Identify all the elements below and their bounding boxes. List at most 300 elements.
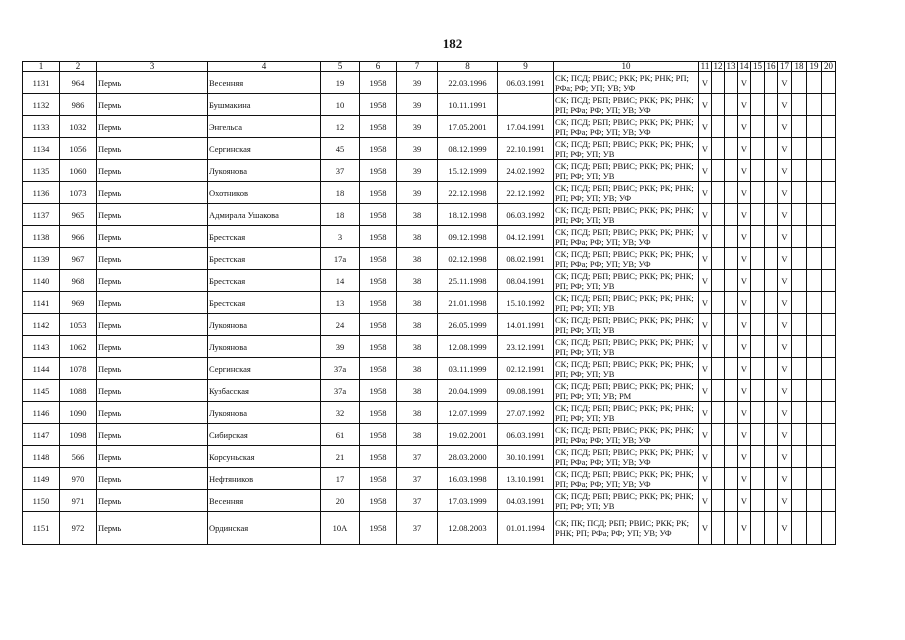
check-cell [807,94,822,116]
check-cell [712,226,725,248]
row-number: 1147 [23,424,60,446]
percent-cell: 38 [397,226,438,248]
percent-cell: 39 [397,116,438,138]
check-cell: V [778,424,792,446]
row-number: 1142 [23,314,60,336]
date-cell: 13.10.1991 [498,468,554,490]
check-cell [751,182,765,204]
date-cell: 22.12.1998 [438,182,498,204]
row-number: 1137 [23,204,60,226]
check-cell [822,138,836,160]
table-row [23,270,836,292]
check-cell [751,292,765,314]
row-number: 1151 [23,512,60,545]
date-cell: 26.05.1999 [438,314,498,336]
check-cell [822,182,836,204]
date-cell: 24.02.1992 [498,160,554,182]
check-cell [751,314,765,336]
check-cell [712,490,725,512]
column-header: 2 [60,62,97,72]
check-cell: V [778,72,792,94]
check-cell [712,358,725,380]
column-header: 6 [360,62,397,72]
check-cell: V [699,402,712,424]
date-cell: 10.11.1991 [438,94,498,116]
date-cell: 15.10.1992 [498,292,554,314]
check-cell [725,402,738,424]
check-cell [751,248,765,270]
year-cell: 1958 [360,248,397,270]
date-cell: 08.02.1991 [498,248,554,270]
city-cell: Пермь [97,138,208,160]
table-row [23,182,836,204]
column-header: 12 [713,61,723,71]
check-cell [751,402,765,424]
year-cell: 1958 [360,160,397,182]
check-cell: V [738,490,751,512]
date-cell: 19.02.2001 [438,424,498,446]
check-cell: V [738,270,751,292]
street-cell: Весенняя [208,72,321,94]
check-cell [807,116,822,138]
check-cell: V [699,116,712,138]
defects-cell: СК; ПСД; РБП; РВИС; РКК; РК; РНК; РП; РФ; УП; УВ; УФ [554,182,699,204]
check-cell: V [738,292,751,314]
year-cell: 1958 [360,314,397,336]
table-row [23,336,836,358]
row-number: 1132 [23,94,60,116]
record-id: 966 [60,226,97,248]
check-cell [792,380,807,402]
check-cell [822,248,836,270]
check-cell: V [699,336,712,358]
check-cell [751,226,765,248]
street-cell: Корсуньская [208,446,321,468]
house-cell: 14 [321,270,360,292]
table-row [23,160,836,182]
date-cell: 06.03.1991 [498,424,554,446]
defects-cell: СК; ПСД; РБП; РВИС; РКК; РК; РНК; РП; РФ; УП; УВ [554,292,699,314]
check-cell: V [778,160,792,182]
table-row [23,358,836,380]
city-cell: Пермь [97,226,208,248]
check-cell [712,292,725,314]
check-cell [765,512,778,545]
check-cell: V [778,94,792,116]
row-number: 1148 [23,446,60,468]
date-cell: 17.05.2001 [438,116,498,138]
check-cell [712,182,725,204]
check-cell [792,94,807,116]
check-cell [807,468,822,490]
check-cell [792,402,807,424]
record-id: 964 [60,72,97,94]
check-cell [725,468,738,490]
city-cell: Пермь [97,204,208,226]
check-cell [792,248,807,270]
check-cell: V [778,270,792,292]
check-cell [725,446,738,468]
city-cell: Пермь [97,358,208,380]
check-cell [725,380,738,402]
check-cell [751,490,765,512]
year-cell: 1958 [360,468,397,490]
row-number: 1134 [23,138,60,160]
check-cell: V [738,116,751,138]
check-cell: V [778,138,792,160]
column-header: 16 [766,61,776,71]
city-cell: Пермь [97,270,208,292]
check-cell [765,160,778,182]
table-row [23,468,836,490]
year-cell: 1958 [360,380,397,402]
check-cell [725,138,738,160]
defects-cell: СК; ПСД; РБП; РВИС; РКК; РК; РНК; РП; РФ; УП; УВ [554,314,699,336]
column-header: 7 [397,62,438,72]
check-cell [807,182,822,204]
table-row [23,204,836,226]
house-cell: 19 [321,72,360,94]
defects-cell: СК; ПСД; РБП; РВИС; РКК; РК; РНК; РП; РФа; РФ; УП; УВ; УФ [554,226,699,248]
street-cell: Лукоянова [208,336,321,358]
check-cell [712,336,725,358]
check-cell [751,336,765,358]
house-cell: 10А [321,512,360,545]
check-cell [807,226,822,248]
table-row [23,116,836,138]
check-cell [792,446,807,468]
check-cell [765,72,778,94]
check-cell: V [699,512,712,545]
house-cell: 24 [321,314,360,336]
check-cell: V [699,160,712,182]
year-cell: 1958 [360,72,397,94]
year-cell: 1958 [360,424,397,446]
column-header: 9 [498,62,554,72]
check-cell: V [778,204,792,226]
column-header: 13 [726,61,736,71]
check-cell [712,248,725,270]
house-cell: 39 [321,336,360,358]
check-cell: V [738,380,751,402]
check-cell: V [738,468,751,490]
date-cell: 02.12.1991 [498,358,554,380]
year-cell: 1958 [360,402,397,424]
street-cell: Сибирская [208,424,321,446]
check-cell [792,270,807,292]
check-cell: V [738,512,751,545]
check-cell: V [738,358,751,380]
table-row [23,292,836,314]
check-cell [765,116,778,138]
check-cell [807,380,822,402]
check-cell: V [699,358,712,380]
record-id: 566 [60,446,97,468]
city-cell: Пермь [97,72,208,94]
check-cell: V [738,248,751,270]
check-cell: V [699,380,712,402]
defects-cell: СК; ПСД; РБП; РВИС; РКК; РК; РНК; РП; РФ; УП; УВ [554,402,699,424]
table-row [23,512,836,545]
city-cell: Пермь [97,160,208,182]
street-cell: Лукоянова [208,314,321,336]
check-cell: V [699,424,712,446]
record-id: 970 [60,468,97,490]
check-cell [751,270,765,292]
row-number: 1150 [23,490,60,512]
check-cell: V [699,182,712,204]
check-cell [807,204,822,226]
check-cell [765,204,778,226]
defects-cell: СК; ПСД; РБП; РВИС; РКК; РК; РНК; РП; РФ; УП; УВ [554,490,699,512]
year-cell: 1958 [360,358,397,380]
date-cell: 04.03.1991 [498,490,554,512]
house-cell: 17а [321,248,360,270]
defects-cell: СК; ПСД; РБП; РВИС; РКК; РК; РНК; РП; РФ; УП; УВ [554,138,699,160]
row-number: 1140 [23,270,60,292]
check-cell [807,270,822,292]
check-cell [725,336,738,358]
check-cell [792,72,807,94]
defects-cell: СК; ПК; ПСД; РБП; РВИС; РКК; РК; РНК; РП; РФа; РФ; УП; УВ; УФ [554,512,699,545]
check-cell [807,160,822,182]
date-cell: 21.01.1998 [438,292,498,314]
check-cell: V [738,336,751,358]
check-cell: V [699,204,712,226]
city-cell: Пермь [97,512,208,545]
date-cell: 12.07.1999 [438,402,498,424]
check-cell: V [778,446,792,468]
check-cell [725,182,738,204]
check-cell [751,446,765,468]
check-cell [822,424,836,446]
column-header: 8 [438,62,498,72]
street-cell: Лукоянова [208,160,321,182]
check-cell [792,182,807,204]
date-cell: 06.03.1992 [498,204,554,226]
check-cell [807,490,822,512]
check-cell [712,138,725,160]
check-cell [765,138,778,160]
date-cell: 17.03.1999 [438,490,498,512]
defects-cell: СК; ПСД; РБП; РВИС; РКК; РК; РНК; РП; РФ; УП; УВ [554,204,699,226]
check-cell [807,336,822,358]
percent-cell: 38 [397,336,438,358]
check-cell [822,292,836,314]
row-number: 1135 [23,160,60,182]
table-row [23,380,836,402]
record-id: 1090 [60,402,97,424]
check-cell [822,72,836,94]
check-cell [822,226,836,248]
street-cell: Брестская [208,226,321,248]
check-cell [822,512,836,545]
header-row [23,62,836,72]
city-cell: Пермь [97,336,208,358]
check-cell [765,270,778,292]
check-cell [751,160,765,182]
row-number: 1145 [23,380,60,402]
check-cell [792,314,807,336]
city-cell: Пермь [97,380,208,402]
check-cell [807,358,822,380]
check-cell [792,116,807,138]
percent-cell: 39 [397,72,438,94]
check-cell [725,160,738,182]
table-row [23,490,836,512]
check-cell: V [778,380,792,402]
check-cell: V [699,468,712,490]
house-cell: 17 [321,468,360,490]
defects-cell: СК; ПСД; РБП; РВИС; РКК; РК; РНК; РП; РФ; УП; УВ; РМ [554,380,699,402]
record-id: 1073 [60,182,97,204]
check-cell: V [699,314,712,336]
check-cell: V [699,94,712,116]
percent-cell: 39 [397,182,438,204]
check-cell [822,116,836,138]
year-cell: 1958 [360,336,397,358]
check-cell: V [778,182,792,204]
check-cell [765,314,778,336]
street-cell: Нефтяников [208,468,321,490]
check-cell: V [778,358,792,380]
house-cell: 18 [321,204,360,226]
defects-cell: СК; ПСД; РБП; РВИС; РКК; РК; РНК; РП; РФа; РФ; УП; УВ; УФ [554,424,699,446]
check-cell [725,424,738,446]
date-cell: 28.03.2000 [438,446,498,468]
check-cell: V [778,314,792,336]
check-cell [712,380,725,402]
check-cell [822,204,836,226]
check-cell [822,490,836,512]
percent-cell: 39 [397,160,438,182]
check-cell [751,358,765,380]
defects-cell: СК; ПСД; РБП; РВИС; РКК; РК; РНК; РП; РФа; РФ; УП; УВ; УФ [554,94,699,116]
date-cell: 17.04.1991 [498,116,554,138]
year-cell: 1958 [360,94,397,116]
year-cell: 1958 [360,292,397,314]
check-cell [822,380,836,402]
street-cell: Ординская [208,512,321,545]
column-header: 17 [778,62,792,72]
check-cell [725,72,738,94]
check-cell [792,204,807,226]
city-cell: Пермь [97,248,208,270]
check-cell [751,380,765,402]
check-cell [822,446,836,468]
check-cell [765,94,778,116]
city-cell: Пермь [97,292,208,314]
record-id: 968 [60,270,97,292]
record-id: 1098 [60,424,97,446]
street-cell: Сергинская [208,138,321,160]
column-header: 14 [739,61,749,71]
check-cell: V [699,490,712,512]
percent-cell: 37 [397,490,438,512]
house-cell: 37а [321,380,360,402]
date-cell: 18.12.1998 [438,204,498,226]
record-id: 972 [60,512,97,545]
city-cell: Пермь [97,446,208,468]
row-number: 1143 [23,336,60,358]
check-cell [822,402,836,424]
check-cell [822,468,836,490]
check-cell: V [738,160,751,182]
table-row [23,446,836,468]
date-cell: 15.12.1999 [438,160,498,182]
check-cell [792,468,807,490]
city-cell: Пермь [97,468,208,490]
street-cell: Кузбасская [208,380,321,402]
street-cell: Брестская [208,248,321,270]
check-cell [792,358,807,380]
table-row [23,72,836,94]
check-cell: V [778,226,792,248]
house-cell: 10 [321,94,360,116]
percent-cell: 38 [397,248,438,270]
check-cell [807,314,822,336]
check-cell [751,138,765,160]
table-row [23,402,836,424]
row-number: 1138 [23,226,60,248]
house-cell: 13 [321,292,360,314]
check-cell [765,402,778,424]
check-cell: V [778,292,792,314]
check-cell [807,72,822,94]
street-cell: Адмирала Ушакова [208,204,321,226]
row-number: 1131 [23,72,60,94]
check-cell [807,402,822,424]
column-header: 10 [554,62,699,72]
check-cell [712,446,725,468]
check-cell: V [778,490,792,512]
defects-cell: СК; ПСД; РБП; РВИС; РКК; РК; РНК; РП; РФа; РФ; УП; УВ; УФ [554,468,699,490]
street-cell: Весенняя [208,490,321,512]
check-cell [822,160,836,182]
check-cell [725,248,738,270]
check-cell [712,270,725,292]
defects-cell: СК; ПСД; РБП; РВИС; РКК; РК; РНК; РП; РФ; УП; УВ [554,336,699,358]
check-cell [822,358,836,380]
date-cell: 09.12.1998 [438,226,498,248]
check-cell [751,424,765,446]
check-cell [792,226,807,248]
year-cell: 1958 [360,138,397,160]
check-cell [725,358,738,380]
date-cell: 03.11.1999 [438,358,498,380]
check-cell [712,116,725,138]
check-cell [712,94,725,116]
table-row [23,94,836,116]
year-cell: 1958 [360,182,397,204]
percent-cell: 38 [397,380,438,402]
year-cell: 1958 [360,512,397,545]
date-cell: 08.12.1999 [438,138,498,160]
check-cell [807,248,822,270]
street-cell: Охотников [208,182,321,204]
date-cell: 01.01.1994 [498,512,554,545]
check-cell [712,72,725,94]
check-cell [751,204,765,226]
check-cell [792,512,807,545]
check-cell [751,468,765,490]
year-cell: 1958 [360,446,397,468]
street-cell: Бушмакина [208,94,321,116]
check-cell [712,314,725,336]
table-row [23,314,836,336]
date-cell: 12.08.2003 [438,512,498,545]
street-cell: Сергинская [208,358,321,380]
